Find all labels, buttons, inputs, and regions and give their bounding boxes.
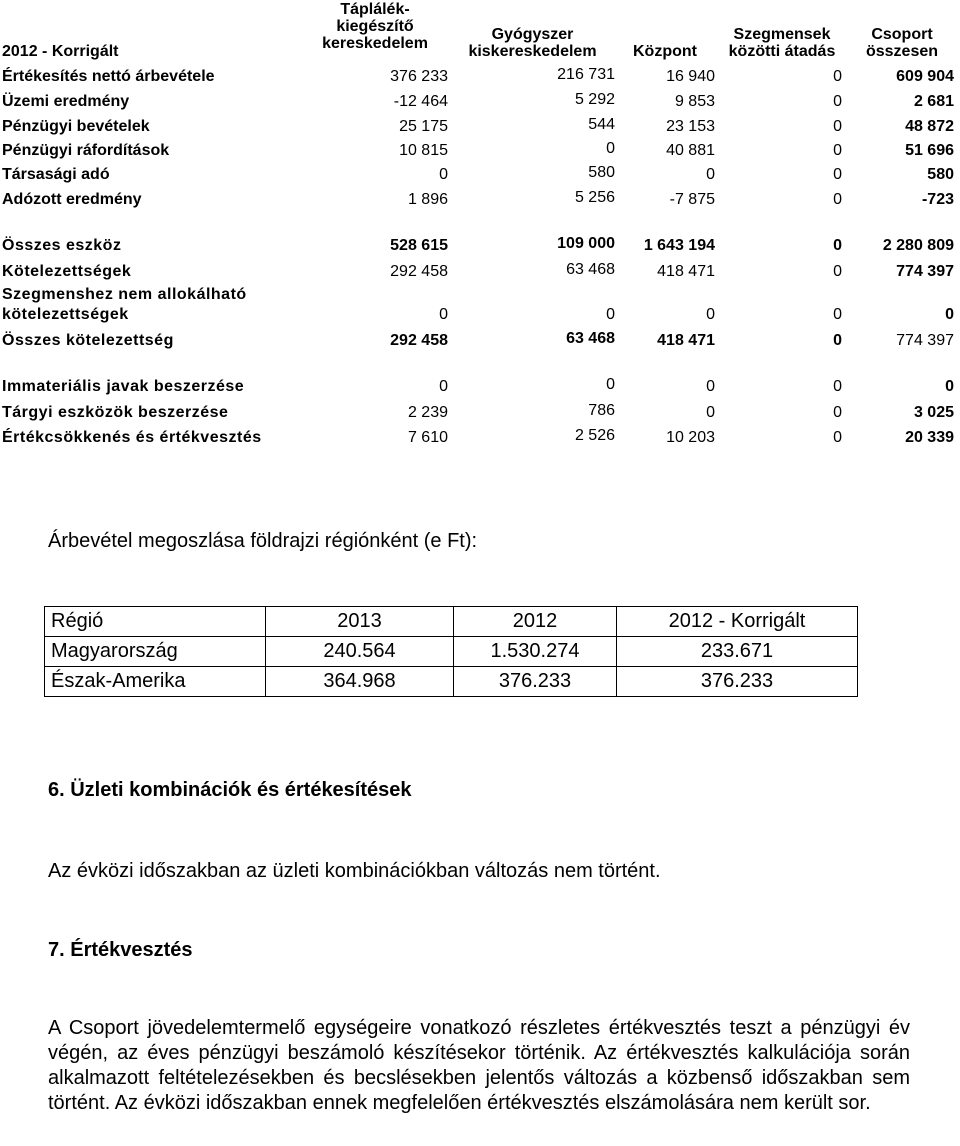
cell-value: 7 610 bbox=[407, 429, 448, 446]
row-label: Pénzügyi bevételek bbox=[2, 118, 150, 135]
table-header-row bbox=[45, 607, 858, 637]
row-label: Összes eszköz bbox=[2, 237, 122, 254]
cell-value: 418 471 bbox=[657, 263, 715, 280]
column-header-intersegment bbox=[712, 26, 852, 60]
cell-value: 63 468 bbox=[566, 261, 615, 278]
column-header-line: összesen bbox=[865, 43, 939, 60]
cell-value: 0 bbox=[833, 68, 842, 85]
column-header-line: közötti átadás bbox=[728, 43, 836, 60]
cell-value: 292 458 bbox=[390, 332, 448, 349]
cell-value: 51 696 bbox=[905, 142, 954, 159]
cell-value: 25 175 bbox=[399, 118, 448, 135]
cell-value: 0 bbox=[439, 166, 448, 183]
row-label: Üzemi eredmény bbox=[2, 93, 130, 110]
cell-value: 3 025 bbox=[913, 404, 954, 421]
cell-value: 580 bbox=[927, 166, 954, 183]
column-header-food-supplement bbox=[300, 1, 450, 52]
cell-value: 292 458 bbox=[390, 263, 448, 280]
section7-paragraph: A Csoport jövedelemtermelő egységeire vonatkozó részletes értékvesztés teszt a pénzügyi év végén, az éves pénzügyi beszámoló készítésekor történik. Az értékvesztés kalkulációja során alkalmazott feltételezésekben és becslésekben jelentős változás a közbenső időszakban sem történt. Az évközi időszakban ennek megfelelően értékvesztés elszámolására nem került sor. bbox=[48, 1017, 910, 1114]
cell-value: 774 397 bbox=[896, 332, 954, 349]
cell-value: -12 464 bbox=[393, 93, 448, 110]
cell-value: 0 bbox=[833, 404, 842, 421]
table-row bbox=[45, 637, 858, 667]
cell-value: 0 bbox=[833, 142, 842, 159]
cell-value: 0 bbox=[833, 237, 842, 254]
cell-value: 0 bbox=[833, 306, 842, 323]
cell-value: 0 bbox=[945, 378, 954, 395]
cell-value: 5 256 bbox=[574, 189, 615, 206]
cell-value: 109 000 bbox=[557, 235, 615, 252]
cell-value: 63 468 bbox=[566, 330, 615, 347]
cell-value: 10 815 bbox=[399, 142, 448, 159]
table-cell: 376.233 bbox=[617, 667, 858, 697]
table-header-cell: 2013 bbox=[266, 607, 454, 637]
cell-value: 774 397 bbox=[896, 263, 954, 280]
cell-value: 0 bbox=[833, 166, 842, 183]
cell-value: 2 239 bbox=[407, 404, 448, 421]
table-cell: 233.671 bbox=[617, 637, 858, 667]
cell-value: 10 203 bbox=[666, 429, 715, 446]
row-label: Adózott eredmény bbox=[2, 191, 142, 208]
cell-value: 1 643 194 bbox=[643, 237, 715, 254]
cell-value: 0 bbox=[833, 118, 842, 135]
column-header-line: Csoport bbox=[871, 26, 933, 43]
row-label: Értékesítés nettó árbevétele bbox=[2, 68, 215, 85]
region-section-title: Árbevétel megoszlása földrajzi régiónként (e Ft): bbox=[48, 530, 478, 552]
table-row bbox=[45, 667, 858, 697]
cell-value: 0 bbox=[606, 140, 615, 157]
cell-value: 376 233 bbox=[390, 68, 448, 85]
cell-value: 0 bbox=[606, 376, 615, 393]
column-header-line: kiskereskedelem bbox=[468, 43, 597, 60]
cell-value: 0 bbox=[833, 191, 842, 208]
table-cell: 364.968 bbox=[266, 667, 454, 697]
column-header-line: Gyógyszer bbox=[491, 26, 574, 43]
cell-value: 2 280 809 bbox=[882, 237, 954, 254]
cell-value: 5 292 bbox=[574, 91, 615, 108]
table-header-cell: Régió bbox=[45, 607, 266, 637]
cell-value: 48 872 bbox=[905, 118, 954, 135]
column-header-group-total bbox=[852, 26, 952, 60]
row-label: Immateriális javak beszerzése bbox=[2, 378, 245, 395]
column-header-line: Szegmensek bbox=[733, 26, 831, 43]
cell-value: -7 875 bbox=[669, 191, 715, 208]
column-header-pharmacy bbox=[450, 26, 615, 60]
section7-heading: 7. Értékvesztés bbox=[48, 939, 193, 961]
cell-value: 418 471 bbox=[657, 332, 715, 349]
cell-value: 1 896 bbox=[407, 191, 448, 208]
cell-value: 9 853 bbox=[674, 93, 715, 110]
section6-text: Az évközi időszakban az üzleti kombinációkban változás nem történt. bbox=[48, 860, 661, 882]
cell-value: 0 bbox=[439, 378, 448, 395]
cell-value: 609 904 bbox=[896, 68, 954, 85]
cell-value: 0 bbox=[706, 404, 715, 421]
column-header-line: Központ bbox=[633, 43, 697, 60]
region-revenue-table bbox=[44, 606, 858, 697]
section6-heading: 6. Üzleti kombinációk és értékesítések bbox=[48, 779, 412, 801]
row-label: Összes kötelezettség bbox=[2, 332, 174, 349]
cell-value: 0 bbox=[439, 306, 448, 323]
row-label-multiline bbox=[2, 285, 247, 325]
table-cell: 1.530.274 bbox=[454, 637, 617, 667]
cell-value: 0 bbox=[606, 306, 615, 323]
row-label: Tárgyi eszközök beszerzése bbox=[2, 404, 229, 421]
row-label-line: kötelezettségek bbox=[2, 306, 129, 323]
column-header-line: kiegészítő bbox=[336, 18, 414, 35]
cell-value: 16 940 bbox=[666, 68, 715, 85]
row-label-line: Szegmenshez nem allokálható bbox=[2, 286, 247, 303]
cell-value: 0 bbox=[706, 378, 715, 395]
segment-table-corner-label: 2012 - Korrigált bbox=[2, 43, 119, 60]
row-label: Társasági adó bbox=[2, 166, 110, 183]
column-header-line: Táplálék- bbox=[340, 1, 410, 18]
cell-value: 544 bbox=[588, 116, 615, 133]
cell-value: 0 bbox=[833, 263, 842, 280]
table-cell: 376.233 bbox=[454, 667, 617, 697]
cell-value: -723 bbox=[921, 191, 954, 208]
cell-value: 0 bbox=[706, 166, 715, 183]
row-label: Értékcsökkenés és értékvesztés bbox=[2, 429, 262, 446]
cell-value: 528 615 bbox=[390, 237, 448, 254]
table-cell: 240.564 bbox=[266, 637, 454, 667]
row-label: Kötelezettségek bbox=[2, 263, 132, 280]
cell-value: 2 681 bbox=[913, 93, 954, 110]
cell-value: 23 153 bbox=[666, 118, 715, 135]
cell-value: 2 526 bbox=[574, 427, 615, 444]
cell-value: 0 bbox=[833, 429, 842, 446]
cell-value: 580 bbox=[588, 164, 615, 181]
cell-value: 0 bbox=[706, 306, 715, 323]
cell-value: 0 bbox=[833, 93, 842, 110]
cell-value: 216 731 bbox=[557, 66, 615, 83]
row-label: Pénzügyi ráfordítások bbox=[2, 142, 170, 159]
cell-value: 0 bbox=[833, 332, 842, 349]
table-cell: Észak-Amerika bbox=[45, 667, 266, 697]
column-header-center bbox=[620, 43, 710, 60]
cell-value: 0 bbox=[945, 306, 954, 323]
cell-value: 0 bbox=[833, 378, 842, 395]
table-header-cell: 2012 - Korrigált bbox=[617, 607, 858, 637]
cell-value: 40 881 bbox=[666, 142, 715, 159]
cell-value: 20 339 bbox=[905, 429, 954, 446]
table-cell: Magyarország bbox=[45, 637, 266, 667]
table-header-cell: 2012 bbox=[454, 607, 617, 637]
cell-value: 786 bbox=[588, 402, 615, 419]
column-header-line: kereskedelem bbox=[322, 35, 428, 52]
